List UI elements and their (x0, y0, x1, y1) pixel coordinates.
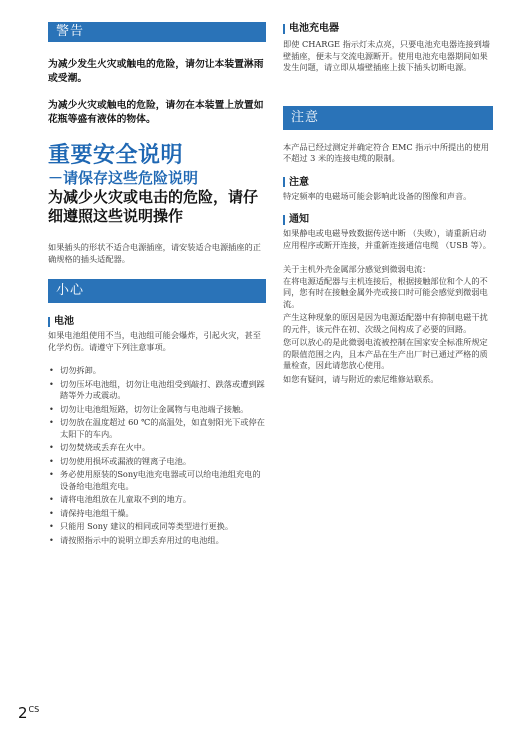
list-item: • 切勿压坏电池组，切勿让电池组受到敲打、跌落或遭到踩踏等外力或震动。 (48, 379, 266, 402)
heading-bar-icon (283, 177, 285, 187)
caution-band-label: 小心 (56, 283, 85, 298)
charger-heading (283, 22, 493, 35)
charger-text: 即使 CHARGE 指示灯未点亮，只要电池充电器连接到墙壁插座，便未与交流电源断开。使用电池充电器期间如果发生问题，请立即从墙壁插座上拔下插头切断电源。 (283, 39, 490, 72)
list-item: • 请将电池组放在儿童取不到的地方。 (48, 494, 266, 506)
note-heading (283, 176, 493, 189)
list-item: • 切勿焚烧或丢弃在火中。 (48, 442, 266, 454)
warning-paragraph-1: 为减少发生火灾或触电的危险，请勿让本装置淋雨或受潮。 (48, 59, 264, 84)
right-column (283, 22, 493, 385)
left-column (48, 22, 266, 548)
battery-heading (48, 315, 266, 328)
list-item: • 请保持电池组干燥。 (48, 508, 266, 520)
list-item: • 切勿放在温度超过 60 ℃的高温处，如直射阳光下或停在太阳下的车内。 (48, 417, 266, 440)
list-item: • 只能用 Sony 建议的相同或同等类型进行更换。 (48, 521, 266, 533)
leakage-safety-text: 您可以放心的是此微弱电流被控制在国家安全标准所规定的限值范围之内，且本产品在生产出厂时已通过严格的质量检查，因此请您放心使用。 (283, 337, 488, 370)
battery-text: 如果电池组使用不当，电池组可能会爆炸，引起火灾，甚至化学灼伤。请遵守下列注意事项。 (48, 330, 261, 352)
list-item: • 切勿让电池组短路，切勿让金属物与电池端子接触。 (48, 404, 266, 416)
heading-bar-icon (283, 215, 285, 225)
safety-instruction: 为减少火灾或电击的危险，请仔细遵照这些说明操作 (48, 188, 259, 225)
list-item: • 切勿使用损坏或漏液的锂离子电池。 (48, 456, 266, 468)
notice-band-label: 注意 (291, 109, 320, 125)
heading-bar-icon (48, 317, 50, 327)
warning-band-label: 警告 (56, 24, 85, 39)
emc-text: 本产品已经过测定并确定符合 EMC 指示中所提出的使用不超过 3 米的连接电缆的限制。 (283, 141, 489, 163)
plug-adapter-text: 如果插头的形状不适合电源插座，请安装适合电源插座的正确规格的插头适配器。 (48, 242, 261, 264)
warning-paragraph-2: 为减少火灾或触电的危险，请勿在本装置上放置如花瓶等盛有液体的物体。 (48, 100, 264, 125)
battery-precautions-list (48, 365, 266, 546)
leakage-cause-text: 产生这种现象的原因是因为电源适配器中有抑制电磁干扰的元件，该元件在初、次级之间构成了必要的回路。 (283, 312, 488, 334)
page-number-suffix: CS (28, 705, 40, 714)
note-heading-label: 注意 (289, 176, 309, 188)
page-number (18, 704, 39, 722)
battery-heading-label: 电池 (54, 316, 74, 327)
leakage-current-text: 关于主机外壳金属部分感觉到微弱电流： 在将电源适配器与主机连接后，根据接触部位和个人的不同，您有时在接触金属外壳或接口时可能会感觉到微弱电流。 (283, 264, 488, 309)
notice-band (283, 106, 493, 130)
charger-heading-label: 电池充电器 (289, 23, 339, 34)
page-number-value: 2 (18, 704, 28, 722)
heading-bar-icon (283, 24, 285, 34)
safety-title: 重要安全说明 (48, 143, 184, 168)
notify-text: 如果静电或电磁导致数据传送中断 （失败），请重新启动应用程序或断开连接，并重新连接通信电缆 （USB 等）。 (283, 228, 491, 250)
list-item: • 请按照指示中的说明立即丢弃用过的电池组。 (48, 535, 266, 547)
caution-band (48, 279, 266, 303)
note-text: 特定频率的电磁场可能会影响此设备的图像和声音。 (283, 190, 472, 201)
notify-heading-label: 通知 (289, 214, 309, 225)
safety-subtitle: －请保存这些危险说明 (48, 169, 199, 187)
warning-band (48, 22, 266, 42)
notify-heading (283, 213, 493, 226)
list-item: • 切勿拆卸。 (48, 365, 266, 377)
list-item: • 务必使用原装的Sony电池充电器或可以给电池组充电的设备给电池组充电。 (48, 469, 266, 492)
contact-service-text: 如您有疑问，请与附近的索尼维修站联系。 (283, 373, 439, 384)
